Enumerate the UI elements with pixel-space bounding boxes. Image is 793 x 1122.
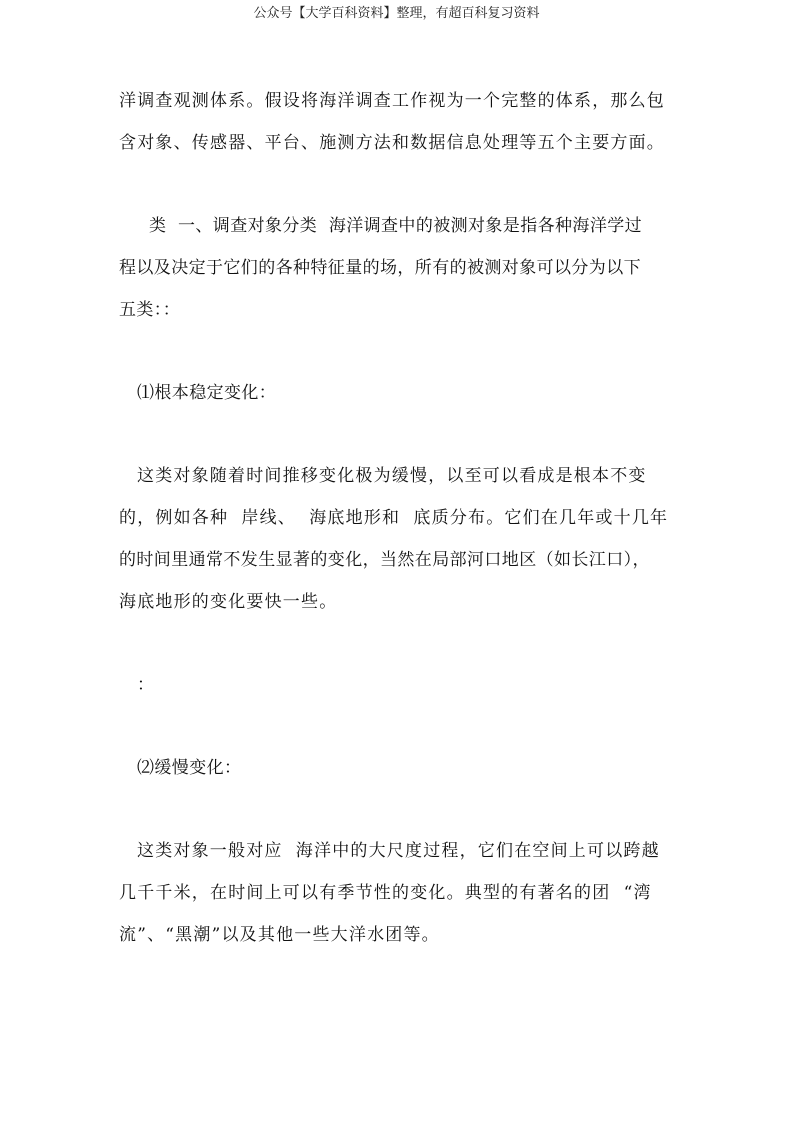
text-line: 的时间里通常不发生显著的变化，当然在局部河口地区（如长江口）， <box>119 550 650 570</box>
text-line: 五类：： <box>119 300 181 320</box>
text-line: 类 一、调查对象分类 海洋调查中的被测对象是指各种海洋学过 <box>149 216 643 236</box>
text-line: 几千千米，在时间上可以有季节性的变化。典型的有著名的团 “湾 <box>119 883 652 903</box>
item-2-heading: ⑵缓慢变化： <box>137 758 242 778</box>
text-line: 程以及决定于它们的各种特征量的场，所有的被测对象可以分为以下 <box>119 258 641 278</box>
text-line: 这类对象随着时间推移变化极为缓慢，以至可以看成是根本不变 <box>137 466 647 486</box>
text-line: 含对象、传感器、平台、施测方法和数据信息处理等五个主要方面。 <box>119 133 665 153</box>
item-1-heading: ⑴根本稳定变化： <box>137 383 277 403</box>
text-line: 海底地形的变化要快一些。 <box>119 592 338 612</box>
stray-colon: ： <box>137 675 155 695</box>
text-line: 这类对象一般对应 海洋中的大尺度过程，它们在空间上可以跨越 <box>137 841 660 861</box>
text-line: 的，例如各种 岸线、 海底地形和 底质分布。它们在几年或十几年 <box>119 508 669 528</box>
page-header: 公众号【大学百科资料】整理，有超百科复习资料 <box>253 6 540 21</box>
text-line: 流”、“黑潮”以及其他一些大洋水团等。 <box>119 925 440 945</box>
text-line: 洋调查观测体系。假设将海洋调查工作视为一个完整的体系，那么包 <box>119 91 665 111</box>
